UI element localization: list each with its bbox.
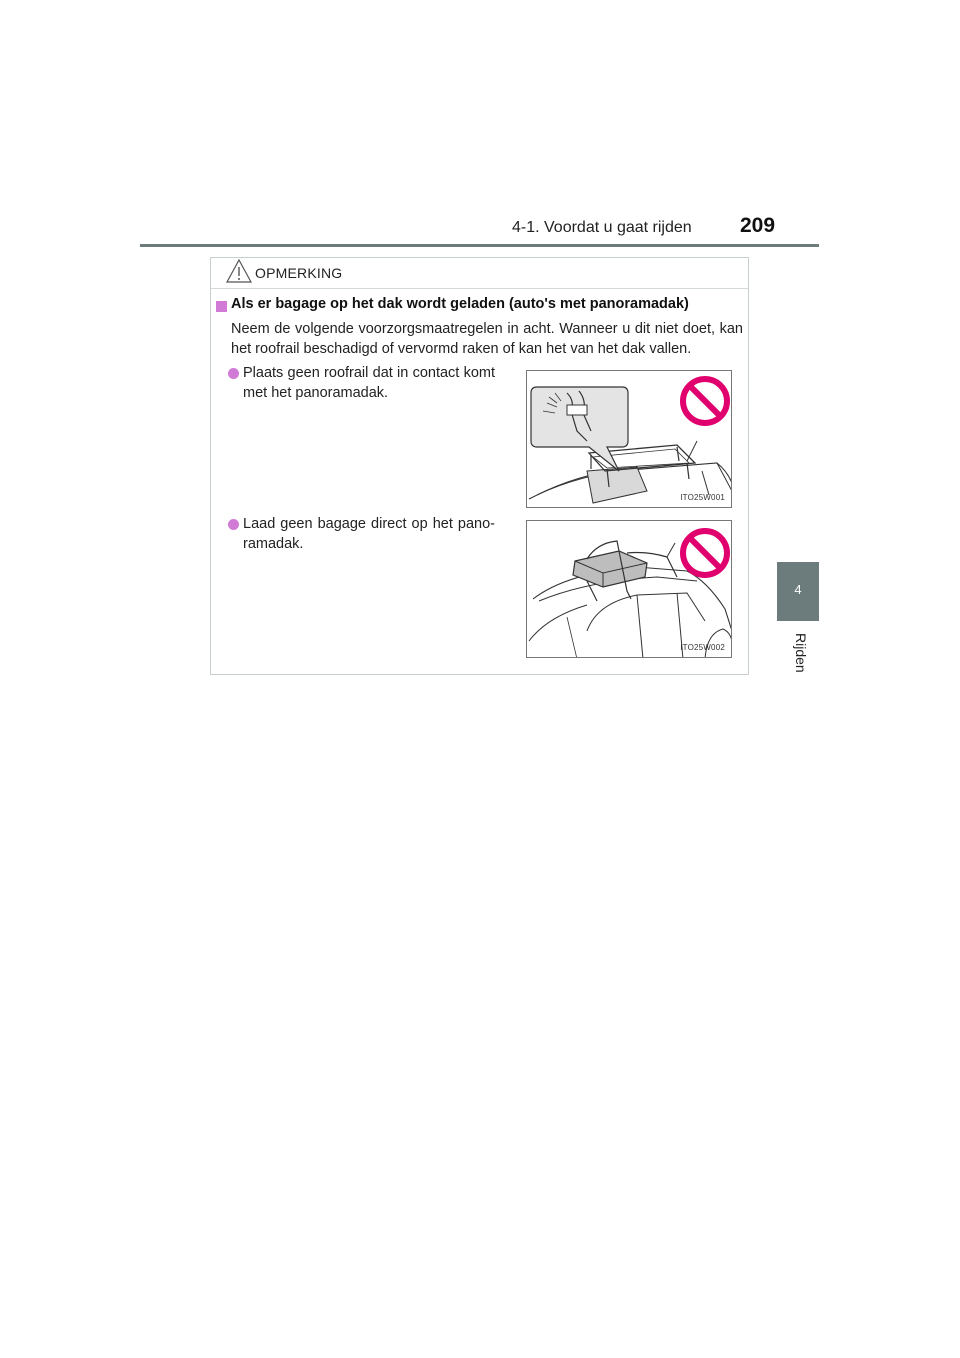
notice-header [211,258,748,289]
chapter-number: 4 [794,582,802,597]
list-item-text: Laad geen bagage direct op het pano-ramadak. [243,516,495,552]
section-body: Neem de volgende voorzorgsmaatregelen in acht. Wanneer u dit niet doet, kan het roofrail beschadigd of vervormd raken of kan het van het dak vallen. [231,321,743,357]
notice-title: OPMERKING [255,265,343,281]
section-bullet-icon [216,301,227,312]
chapter-tab [777,562,819,621]
luggage-on-roof-drawing [527,521,732,658]
illustration-roofrail-contact [526,370,732,508]
list-item-bullet-icon [228,368,239,379]
roofrail-contact-drawing [527,371,732,508]
page-number: 209 [740,214,776,237]
notice-box [210,257,749,675]
page-header-section: 4-1. Voordat u gaat rijden [512,219,692,236]
illustration-luggage-on-roof [526,520,732,658]
figure-id: ITO25W001 [680,493,725,502]
list-item-text: Plaats geen roofrail dat in contact komt met het panoramadak. [243,365,495,401]
chapter-label: Rijden [793,633,809,673]
header-rule [140,244,819,247]
warning-icon [226,259,252,283]
list-item-bullet-icon [228,519,239,530]
figure-id: ITO25W002 [680,643,725,652]
section-heading: Als er bagage op het dak wordt geladen (auto's met panoramadak) [231,296,689,312]
